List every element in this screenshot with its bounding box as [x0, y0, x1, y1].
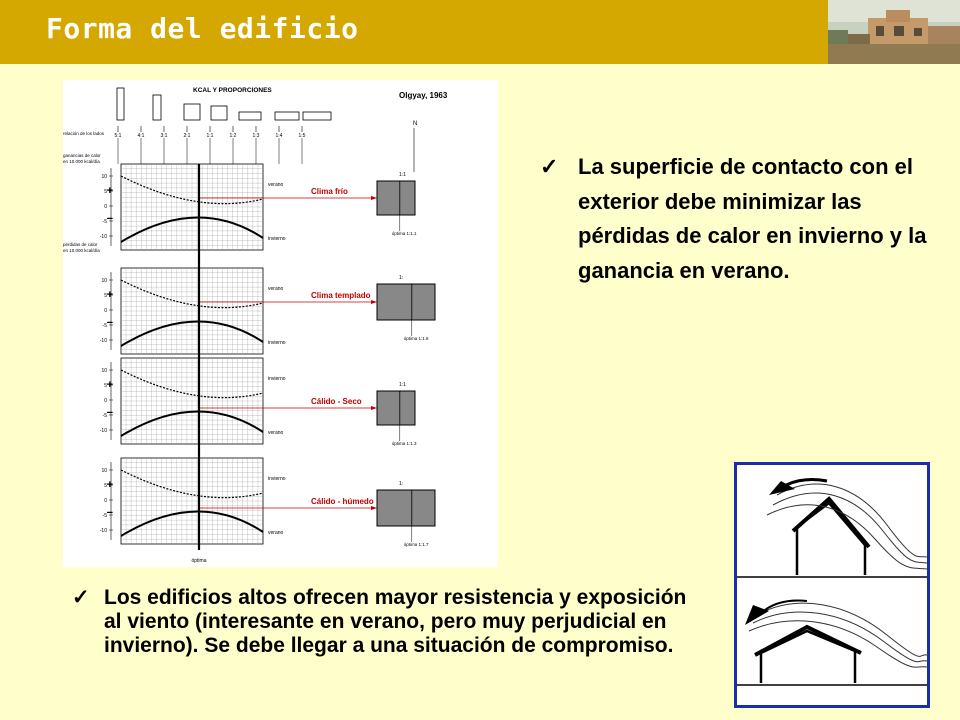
- olgyay-form-diagram: [63, 80, 498, 567]
- plan-shape: [377, 391, 415, 425]
- gain-label-2: en 10.000 kcal/día: [63, 159, 100, 164]
- minus-sign: −: [106, 507, 113, 519]
- y-tick: -5: [102, 323, 107, 329]
- y-tick: -10: [99, 234, 107, 240]
- y-tick: 0: [104, 498, 107, 504]
- plus-sign: +: [106, 185, 113, 197]
- curve-label-bottom: verano: [268, 530, 284, 536]
- y-tick: 0: [104, 204, 107, 210]
- ratio-tick: 3:1: [160, 133, 168, 139]
- y-tick: -5: [102, 219, 107, 225]
- low-house: [737, 627, 927, 685]
- plus-sign: +: [106, 479, 113, 491]
- title-bar: [0, 0, 828, 64]
- y-tick: 10: [101, 368, 107, 374]
- minus-sign: −: [106, 213, 113, 225]
- bottom-label: óptima: [191, 558, 207, 564]
- plan-shape: [377, 284, 435, 320]
- arrow-head-icon: [371, 506, 377, 510]
- y-tick: 10: [101, 278, 107, 284]
- climate-label: Cálido - húmedo: [311, 497, 374, 506]
- plan-ratio: 1:1: [399, 382, 406, 388]
- bullet-contact-surface: [540, 150, 940, 288]
- checkmark-icon: ✓: [540, 154, 559, 179]
- building-form-0: [117, 88, 124, 120]
- ratio-tick: 1:3: [252, 133, 260, 139]
- loss-label-2: en 10.000 kcal/día: [63, 248, 100, 253]
- building-form-1: [153, 95, 161, 120]
- optimum-label: óptima 1:1.1: [391, 231, 417, 236]
- ratio-tick: 1:1: [206, 133, 214, 139]
- bullet-text: La superficie de contacto con el exterior debe minimizar las pérdidas de calor en invierno y la ganancia en verano.: [578, 154, 927, 283]
- wind-flow-low: [749, 603, 927, 667]
- arrow-head-icon: [371, 196, 377, 200]
- y-tick: 10: [101, 174, 107, 180]
- loss-label: pérdidas de calor: [63, 242, 98, 247]
- optimum-label: óptima 1:1.6: [403, 336, 429, 341]
- slide-title: Forma del edificio: [46, 12, 359, 45]
- ratio-tick: 4:1: [137, 133, 145, 139]
- curve-label-bottom: invierno: [268, 236, 286, 242]
- optimum-label: óptima 1:1.3: [391, 441, 417, 446]
- bullet-text: Los edificios altos ofrecen mayor resistencia y exposición al viento (interesante en verano, pero muy perjudicial en invierno). Se debe llegar a una situación de compromiso.: [104, 586, 687, 657]
- ratio-tick: 2:1: [183, 133, 191, 139]
- ratio-tick: 5:1: [114, 133, 122, 139]
- curve-label-top: invierno: [268, 476, 286, 482]
- ratio-tick: 1:5: [298, 133, 306, 139]
- y-tick: 5: [104, 483, 107, 489]
- plan-ratio: 1:1: [399, 172, 406, 178]
- wind-flow-tall: [767, 484, 927, 569]
- plus-sign: +: [106, 379, 113, 391]
- building-form-5: [275, 112, 299, 120]
- adobe-house-photo: [828, 0, 960, 64]
- plan-shape: [377, 181, 415, 215]
- y-tick: 0: [104, 308, 107, 314]
- building-form-2: [184, 104, 200, 120]
- north-label: N: [413, 121, 418, 127]
- wind-arrow-icon: [745, 605, 769, 625]
- building-form-6: [303, 112, 331, 120]
- bullet-tall-buildings: [72, 586, 692, 658]
- wind-exposure-diagram: [734, 462, 930, 708]
- gain-label: ganancias de calor: [63, 153, 101, 158]
- y-tick: 5: [104, 189, 107, 195]
- plus-sign: +: [106, 289, 113, 301]
- y-tick: -10: [99, 528, 107, 534]
- optimum-label: óptima 1:1.7: [403, 542, 429, 547]
- curve-label-top: verano: [268, 286, 284, 292]
- tall-house: [737, 499, 927, 577]
- climate-label: Clima frío: [311, 187, 348, 196]
- climate-label: Clima templado: [311, 291, 371, 300]
- climate-label: Cálido - Seco: [311, 397, 362, 406]
- plan-shape: [377, 490, 435, 526]
- y-tick: -10: [99, 338, 107, 344]
- checkmark-icon: ✓: [72, 586, 90, 609]
- y-tick: -10: [99, 428, 107, 434]
- y-tick: -5: [102, 513, 107, 519]
- curve-label-bottom: verano: [268, 430, 284, 436]
- ratio-tick: 1:2: [229, 133, 237, 139]
- ratio-label: relación de los lados: [63, 131, 105, 136]
- y-tick: -5: [102, 413, 107, 419]
- diagram-source: Olgyay, 1963: [399, 91, 448, 100]
- curve-label-top: verano: [268, 182, 284, 188]
- y-tick: 10: [101, 468, 107, 474]
- arrow-head-icon: [371, 406, 377, 410]
- curve-label-top: invierno: [268, 376, 286, 382]
- y-tick: 0: [104, 398, 107, 404]
- plan-ratio: 1:: [399, 275, 404, 281]
- building-form-3: [211, 106, 227, 120]
- arrow-head-icon: [371, 300, 377, 304]
- minus-sign: −: [106, 407, 113, 419]
- ratio-tick: 1:4: [275, 133, 283, 139]
- plan-ratio: 1:: [399, 481, 404, 487]
- curve-label-bottom: invierno: [268, 340, 286, 346]
- diagram-header: KCAL Y PROPORCIONES: [193, 87, 272, 94]
- y-tick: 5: [104, 293, 107, 299]
- building-form-4: [239, 112, 261, 120]
- y-tick: 5: [104, 383, 107, 389]
- minus-sign: −: [106, 317, 113, 329]
